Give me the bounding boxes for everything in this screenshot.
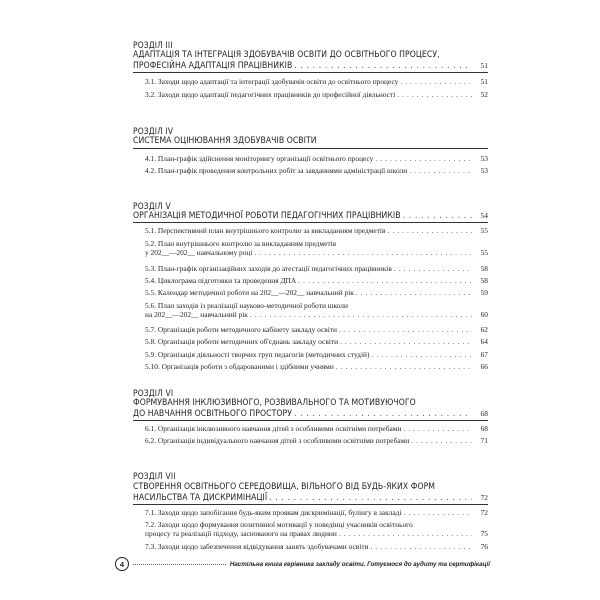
toc-entry[interactable]: 4.2. План-графік проведення контрольних робіт за завданнями адміністрації школи . . . 53 bbox=[145, 167, 488, 176]
toc-entry[interactable]: 6.1. Організація інклюзивного навчання дітей з особливими освітніми потребами . . . 68 bbox=[145, 425, 488, 434]
section-rule bbox=[133, 222, 488, 223]
section-label: РОЗДІЛ V bbox=[133, 201, 171, 211]
section-title-line: СТВОРЕННЯ ОСВІТНЬОГО СЕРЕДОВИЩА, ВІЛЬНОГО ВІД БУДЬ-ЯКИХ ФОРМ bbox=[133, 482, 436, 492]
section-title-line: ДО НАВЧАННЯ ОСВІТНЬОГО ПРОСТОРУ bbox=[133, 408, 292, 419]
section-rule bbox=[133, 504, 488, 505]
toc-entry[interactable]: 3.2. Заходи щодо адаптації педагогічних працівників до професійної діяльності . . . 52 bbox=[145, 91, 488, 100]
toc-entry[interactable]: 5.7. Організація роботи методичного кабінету закладу освіти . . . 62 bbox=[145, 326, 488, 335]
page-number: 58 bbox=[480, 276, 488, 285]
toc-entry[interactable]: 5.2. План внутрішнього контролю за викладанням предметів у 202__—202__ навчальному році . . . 55 bbox=[145, 240, 488, 258]
page-number: 76 bbox=[480, 542, 488, 551]
section-label: РОЗДІЛ III bbox=[133, 40, 173, 50]
toc-entry[interactable]: 5.4. Циклограма підготовки та проведення ДПА . . . 58 bbox=[145, 277, 488, 286]
page-number: 68 bbox=[480, 408, 488, 418]
section-title-line: ПРОФЕСІЙНА АДАПТАЦІЯ ПРАЦІВНИКІВ bbox=[133, 60, 293, 71]
toc-entry[interactable]: 6.2. Організація індивідуального навчання дітей з особливими освітніми потребами . . . 71 bbox=[145, 437, 488, 446]
toc-entry[interactable]: 5.10. Організація роботи з обдарованими і здібними учнями . . . 66 bbox=[145, 363, 488, 372]
footer-page-number: 4 bbox=[115, 557, 129, 571]
section-title-line: СИСТЕМА ОЦІНЮВАННЯ ЗДОБУВАЧІВ ОСВІТИ bbox=[133, 136, 317, 146]
section-title-line: ОРГАНІЗАЦІЯ МЕТОДИЧНОЇ РОБОТИ ПЕДАГОГІЧНИХ ПРАЦІВНИКІВ bbox=[133, 211, 401, 221]
page-number: 58 bbox=[480, 264, 488, 273]
toc-entry[interactable]: 7.3. Заходи щодо забезпечення відвідування занять здобувачами освіти . . . 76 bbox=[145, 543, 488, 552]
section-title-line: ФОРМУВАННЯ ІНКЛЮЗИВНОГО, РОЗВИВАЛЬНОГО ТА МОТИВУЮЧОГО bbox=[133, 398, 416, 408]
section-title bbox=[133, 211, 488, 222]
toc-entry[interactable]: 4.1. План-графік здійснення моніторингу організації освітнього процесу . . . 53 bbox=[145, 155, 488, 164]
page-number: 71 bbox=[480, 436, 488, 445]
footer-leader bbox=[133, 564, 226, 565]
page-number: 67 bbox=[480, 350, 488, 359]
page-number: 54 bbox=[480, 211, 488, 220]
toc-entry[interactable]: 5.9. Організація діяльності творчих груп педагогів (методичних студій) . . . 67 bbox=[145, 351, 488, 360]
section-label: РОЗДІЛ IV bbox=[133, 126, 174, 136]
page-number: 53 bbox=[480, 154, 488, 163]
page-number: 68 bbox=[480, 424, 488, 433]
page-number: 75 bbox=[480, 528, 488, 538]
toc-entry[interactable]: 5.5. Календар методичної роботи на 202__—202__ навчальний рік . . . 59 bbox=[145, 289, 488, 298]
page-number: 55 bbox=[480, 247, 488, 257]
page-number: 72 bbox=[480, 508, 488, 517]
page-number: 72 bbox=[480, 492, 488, 502]
section-title-line: НАСИЛЬСТВА ТА ДИСКРИМІНАЦІЇ bbox=[133, 492, 268, 503]
toc-entry[interactable]: 7.1. Заходи щодо запобігання будь-яким проявам дискримінації, булінгу в закладі . . . 72 bbox=[145, 509, 488, 518]
section-rule bbox=[133, 420, 488, 421]
section-title bbox=[133, 137, 488, 147]
section-rule bbox=[133, 148, 488, 149]
section-title bbox=[133, 51, 488, 71]
page-number: 64 bbox=[480, 337, 488, 346]
toc-entry[interactable]: 5.3. План-графік організаційних заходів до атестації педагогічних працівників . . . 58 bbox=[145, 265, 488, 274]
page-number: 52 bbox=[480, 90, 488, 99]
footer-book-title: Настільна книга керівника закладу освіти. Готуємося до аудиту та сертифікації bbox=[229, 560, 490, 568]
page-number: 53 bbox=[480, 166, 488, 175]
page-number: 66 bbox=[480, 362, 488, 371]
page-number: 51 bbox=[480, 60, 488, 70]
toc-entry[interactable]: 5.6. План заходів із реалізації науково-методичної роботи школи на 202__—202__ навчальний рік . . . 60 bbox=[145, 302, 488, 320]
toc-entry[interactable]: 7.2. Заходи щодо формування позитивної мотивації у поведінці учасників освітнього процесу та реалізації підходу, заснованого на правах людини . . . 75 bbox=[145, 521, 488, 539]
toc-entry[interactable]: 5.8. Організація роботи методичних об'єднань закладу освіти . . . 64 bbox=[145, 338, 488, 347]
section-title bbox=[133, 483, 488, 503]
page-number: 60 bbox=[480, 309, 488, 319]
toc-entry[interactable]: 3.1. Заходи щодо адаптації та інтеграції здобувачів освіти до освітнього процесу . . . 51 bbox=[145, 78, 488, 87]
page-footer bbox=[115, 557, 490, 571]
toc-entry[interactable]: 5.1. Перспективний план внутрішнього контролю за викладанням предметів . . . 55 bbox=[145, 227, 488, 236]
section-title-line: АДАПТАЦІЯ ТА ІНТЕГРАЦІЯ ЗДОБУВАЧІВ ОСВІТИ ДО ОСВІТНЬОГО ПРОЦЕСУ, bbox=[133, 50, 440, 60]
page-number: 59 bbox=[480, 288, 488, 297]
page-number: 51 bbox=[480, 77, 488, 86]
section-title bbox=[133, 399, 488, 419]
page-number: 62 bbox=[480, 325, 488, 334]
page-number: 55 bbox=[480, 226, 488, 235]
section-rule bbox=[133, 72, 488, 73]
section-label: РОЗДІЛ VI bbox=[133, 388, 174, 398]
section-label: РОЗДІЛ VII bbox=[133, 471, 176, 481]
